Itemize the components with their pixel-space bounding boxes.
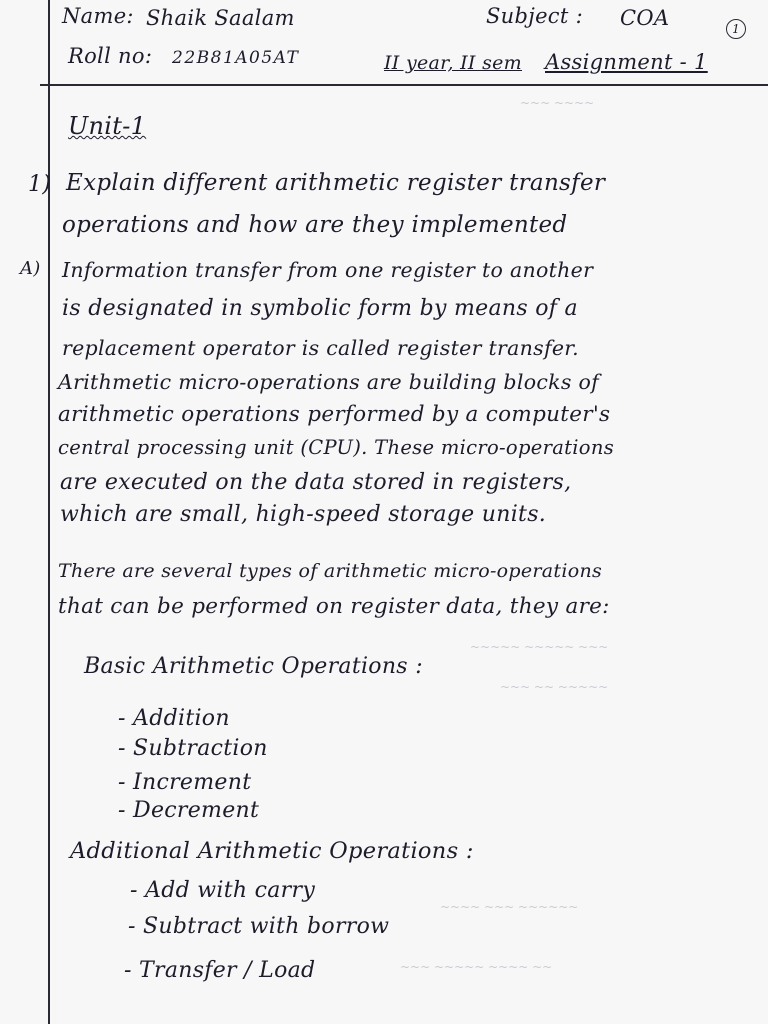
- bleed-through-mark: ~~~ ~~~~: [520, 96, 595, 110]
- roll-label: Roll no:: [68, 44, 153, 68]
- unit-heading: Unit-1: [68, 112, 147, 140]
- bleed-through-mark: ~~~ ~~~~~ ~~~~ ~~: [400, 960, 553, 974]
- additional-operation-item: - Add with carry: [130, 878, 316, 903]
- bleed-through-mark: ~~~ ~~ ~~~~~: [500, 680, 609, 694]
- bleed-through-mark: ~~~~~ ~~~~~ ~~~: [470, 640, 609, 654]
- name-value: Shaik Saalam: [146, 6, 295, 30]
- header-rule: [40, 84, 768, 86]
- subject-value: COA: [620, 6, 670, 30]
- answer-line: which are small, high-speed storage units.: [60, 502, 547, 527]
- assignment-title: Assignment - 1: [545, 50, 708, 74]
- basic-operations-heading: Basic Arithmetic Operations :: [84, 654, 423, 679]
- additional-operation-item: - Transfer / Load: [124, 958, 316, 983]
- margin-line: [48, 0, 50, 1024]
- answer-line: central processing unit (CPU). These micro-operations: [58, 436, 615, 459]
- answer-line: Information transfer from one register to another: [62, 258, 594, 282]
- answer-line: arithmetic operations performed by a computer's: [58, 402, 611, 427]
- answer-line: replacement operator is called register transfer.: [62, 336, 579, 360]
- year-sem: II year, II sem: [384, 52, 522, 74]
- answer-line: is designated in symbolic form by means of a: [62, 296, 578, 321]
- roll-value: 22B81A05AT: [172, 48, 300, 68]
- question-line: Explain different arithmetic register transfer: [66, 170, 606, 196]
- answer-line: are executed on the data stored in registers,: [60, 470, 572, 495]
- basic-operation-item: - Addition: [118, 706, 230, 731]
- basic-operation-item: - Increment: [118, 770, 252, 795]
- question-line: operations and how are they implemented: [62, 212, 568, 238]
- bleed-through-mark: ~~~~ ~~~ ~~~~~~: [440, 900, 579, 914]
- additional-operation-item: - Subtract with borrow: [128, 914, 390, 939]
- answer-label: A): [20, 258, 41, 279]
- question-number: 1): [28, 172, 52, 197]
- basic-operation-item: - Decrement: [118, 798, 260, 823]
- additional-operations-heading: Additional Arithmetic Operations :: [70, 838, 474, 864]
- answer-line: Arithmetic micro-operations are building blocks of: [58, 370, 600, 394]
- page-number: 1: [726, 19, 746, 39]
- name-label: Name:: [62, 4, 134, 28]
- basic-operation-item: - Subtraction: [118, 736, 268, 761]
- types-line: that can be performed on register data, they are:: [58, 594, 610, 619]
- types-line: There are several types of arithmetic micro-operations: [58, 560, 603, 582]
- subject-label: Subject :: [486, 4, 583, 28]
